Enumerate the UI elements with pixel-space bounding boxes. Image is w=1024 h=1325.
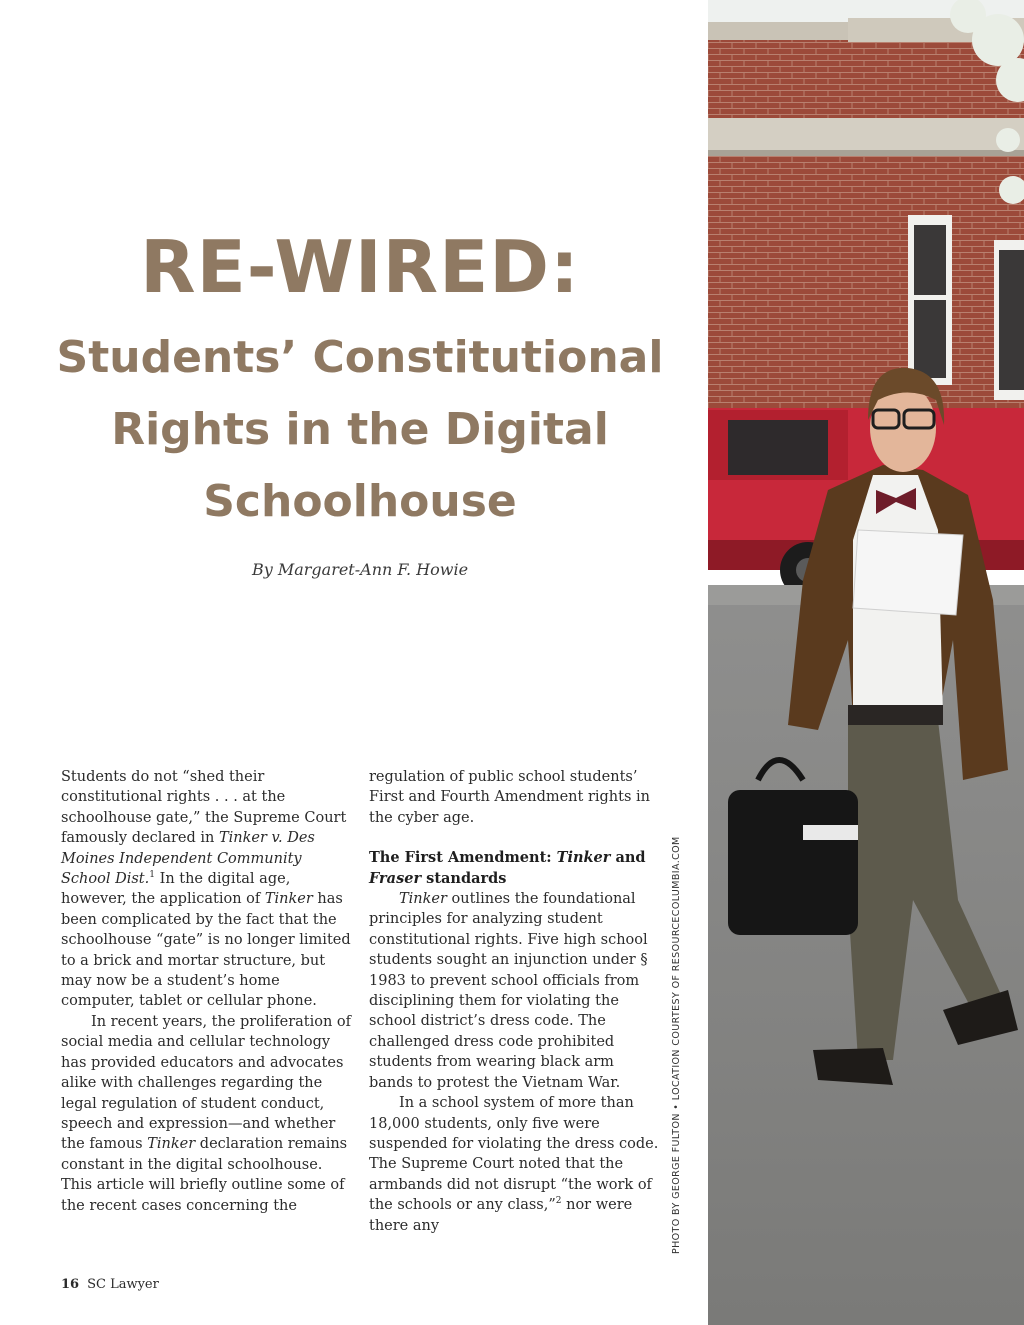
byline: By Margaret-Ann F. Howie xyxy=(251,560,469,579)
section-heading: The First Amendment: Tinker and Fraser standards xyxy=(369,849,646,887)
footnote-1[interactable]: 1 xyxy=(149,870,155,881)
footnote-2[interactable]: 2 xyxy=(555,1196,562,1207)
paragraph-1: Students do not “shed their constitutional rights . . . at the schoolhouse gate,” the Supreme Court famously declared in Tinker v. Des Moines Independent Community School Dist.$^1$ In the digital age, however, the application of Tinker has been complicated by the fact that the schoolhouse “gate” is no longer limited to a brick and mortar structure, but may now be a student’s home computer, tablet or cellular phone. xyxy=(61,769,351,1010)
photo-credit: PHOTO BY GEORGE FULTON • LOCATION COURTESY OF RESOURCECOLUMBIA.COM xyxy=(671,836,682,1254)
subtitle-line-1: Students’ Constitutional xyxy=(56,332,664,383)
subtitle-line-2: Rights in the Digital xyxy=(111,404,609,455)
publication-name: SC Lawyer xyxy=(87,1277,159,1292)
page-footer xyxy=(61,1277,159,1292)
cover-photo xyxy=(708,0,1024,1325)
paragraph-2: In recent years, the proliferation of social media and cellular technology has provided educators and advocates alike with challenges regarding the legal regulation of student conduct, speech and expression—and whether the famous Tinker declaration remains constant in the digital schoolhouse. This article will briefly outline some of the recent cases concerning the xyxy=(61,1013,352,1214)
page-number: 16 xyxy=(61,1277,80,1292)
subtitle-line-3: Schoolhouse xyxy=(203,476,517,527)
paragraph-5: In a school system of more than 18,000 students, only five were suspended for violating the dress code. The Supreme Court noted that the armbands did not disrupt “the work of the schools or any class,”$^2$ nor were there any xyxy=(369,1095,659,1234)
article-column-2 xyxy=(369,767,659,1236)
article-column-1 xyxy=(61,767,353,1216)
title-subtitle xyxy=(40,322,680,538)
paragraph-3: regulation of public school students’ First and Fourth Amendment rights in the cyber age. xyxy=(369,769,650,826)
paragraph-4: Tinker outlines the foundational principles for analyzing student constitutional rights. Five high school students sought an injunction under § 1983 to prevent school officials from disciplining them for violating the school district’s dress code. The challenged dress code prohibited students from wearing black arm bands to protest the Vietnam War. xyxy=(369,891,648,1091)
title-main: RE-WIRED: xyxy=(140,225,580,309)
